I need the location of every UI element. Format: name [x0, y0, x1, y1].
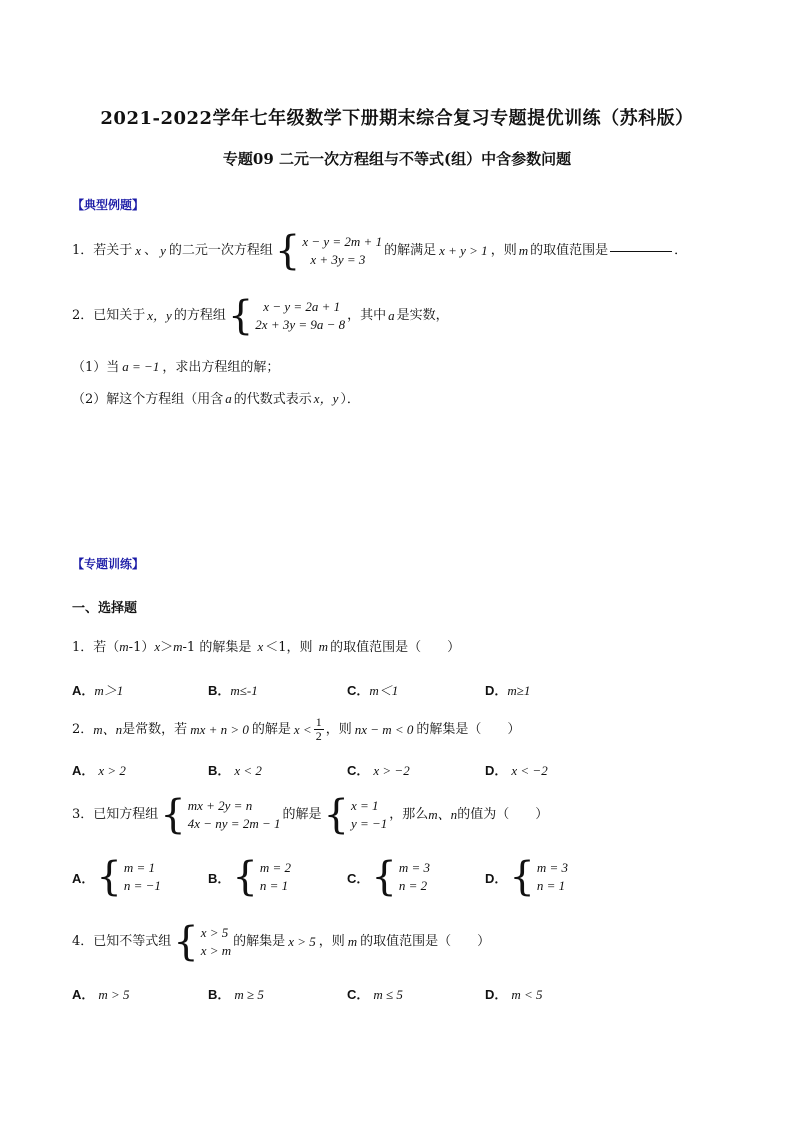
- answer-blank[interactable]: [610, 251, 672, 252]
- period: ．: [674, 243, 688, 258]
- option-value: m≤-1: [230, 683, 258, 698]
- q1-text-3: ＞: [160, 640, 174, 655]
- option-row-2: n = 2: [398, 878, 428, 893]
- q4-text-2: 的解集是: [233, 934, 286, 949]
- q2-inequality-2: nx − m < 0: [354, 721, 414, 737]
- example-2-text-2: 的方程组: [173, 308, 226, 323]
- question-2: [72, 716, 520, 743]
- option-row-2: n = 1: [536, 878, 566, 893]
- condition: x + y > 1: [439, 243, 488, 258]
- q1-option-c[interactable]: [347, 680, 398, 699]
- equation-2: x + 3y = 3: [310, 252, 366, 267]
- q3-option-a[interactable]: [72, 854, 163, 900]
- example-2-part-1: [72, 357, 279, 378]
- part-2-var-a: a: [225, 391, 232, 406]
- page-subtitle: 专题09 二元一次方程组与不等式(组）中含参数问题: [222, 150, 572, 168]
- left-brace-icon: {: [509, 854, 535, 900]
- option-label: C．: [347, 683, 370, 698]
- q1-text-6: 的取值范围是（ ）: [330, 640, 461, 655]
- q4-text-3: ，则: [318, 934, 345, 949]
- option-value: m > 5: [98, 987, 130, 1002]
- q4-var-m: m: [347, 934, 358, 949]
- option-system: [371, 854, 431, 900]
- example-2-part-2: [72, 389, 360, 410]
- example-2-text-3: ，其中: [347, 308, 387, 323]
- equation-system: [160, 792, 281, 838]
- q1-option-a[interactable]: [72, 680, 123, 699]
- q2-option-b[interactable]: [208, 760, 262, 779]
- example-1-text: 1．若关于: [72, 243, 133, 258]
- q2-option-d[interactable]: [485, 760, 548, 779]
- example-2: [72, 293, 449, 339]
- var-m: m: [518, 243, 529, 258]
- option-row-1: m = 3: [398, 860, 431, 875]
- page-title: 2021-2022学年七年级数学下册期末综合复习专题提优训练（苏科版）: [100, 108, 694, 129]
- inequality-system: [173, 919, 232, 965]
- option-label: B．: [208, 683, 231, 698]
- section-examples-tag: 【典型例题】: [72, 198, 145, 212]
- option-label: B．: [208, 763, 231, 778]
- left-brace-icon: {: [173, 919, 199, 965]
- question-3: [72, 792, 549, 838]
- q1-text-4: -1 的解集是: [182, 640, 252, 655]
- part-2-vars: x，y: [313, 391, 339, 406]
- option-value: m≥1: [507, 683, 531, 698]
- option-value: x < −2: [511, 763, 548, 778]
- q1-option-d[interactable]: [485, 680, 530, 699]
- part-1-text: （1）当: [72, 360, 120, 375]
- q2-solution: x <: [293, 721, 312, 737]
- option-system: [509, 854, 569, 900]
- q4-option-b[interactable]: [208, 984, 264, 1003]
- left-brace-icon: {: [371, 854, 397, 900]
- q4-solution: x > 5: [288, 934, 316, 949]
- option-label: A．: [72, 870, 95, 886]
- part-2-text-2: 的代数式表示: [233, 392, 312, 407]
- q2-vars-mn: m、n: [93, 721, 123, 737]
- option-label: A．: [72, 763, 95, 778]
- solution-y: y = −1: [350, 816, 388, 831]
- q1-var-m: m: [119, 639, 129, 654]
- vars-xy: x，y: [147, 308, 172, 323]
- section-training-tag: 【专题训练】: [72, 557, 145, 571]
- example-1-text-2: 的二元一次方程组: [168, 243, 273, 258]
- q1-var-x2: x: [257, 639, 264, 654]
- option-value: x > 2: [98, 763, 126, 778]
- option-row-1: m = 3: [536, 860, 569, 875]
- option-label: D．: [485, 683, 508, 698]
- option-value: x > −2: [373, 763, 410, 778]
- option-label: D．: [485, 763, 508, 778]
- q4-option-d[interactable]: [485, 984, 543, 1003]
- inequality-2: x > m: [200, 943, 232, 958]
- q3-option-b[interactable]: [208, 854, 293, 900]
- option-system: [96, 854, 161, 900]
- left-brace-icon: {: [274, 228, 301, 274]
- solution-system: [323, 792, 388, 838]
- q3-text-3: ，那么: [389, 807, 429, 822]
- part-2-text-3: ）．: [340, 392, 360, 407]
- equation-1: x − y = 2a + 1: [263, 299, 341, 314]
- q2-text: 2．: [72, 721, 94, 737]
- left-brace-icon: {: [232, 854, 258, 900]
- example-1-text-5: 的取值范围是: [530, 243, 609, 258]
- q4-text: 4．已知不等式组: [72, 934, 172, 949]
- example-2-text-4: 是实数，: [396, 308, 449, 323]
- q1-var-m3: m: [318, 639, 329, 654]
- example-1-text-4: ，则: [490, 243, 517, 258]
- q4-option-c[interactable]: [347, 984, 403, 1003]
- option-label: D．: [485, 870, 508, 886]
- left-brace-icon: {: [323, 792, 349, 838]
- option-value: m ≤ 5: [373, 987, 403, 1002]
- q2-text-4: ，则: [325, 721, 352, 737]
- separator: 、: [144, 243, 158, 258]
- q1-var-m2: m: [173, 639, 183, 654]
- q1-var-x: x: [154, 639, 161, 654]
- q3-option-c[interactable]: [347, 854, 432, 900]
- part-1-math: a = −1: [122, 359, 160, 374]
- q2-option-a[interactable]: [72, 760, 126, 779]
- var-y: y: [160, 243, 166, 258]
- equation-2: 4x − ny = 2m − 1: [187, 816, 281, 831]
- option-label: A．: [72, 987, 95, 1002]
- option-label: B．: [208, 870, 231, 886]
- left-brace-icon: {: [96, 854, 122, 900]
- equation-2: 2x + 3y = 9a − 8: [255, 317, 346, 332]
- q3-text: 3．已知方程组: [72, 807, 159, 822]
- q1-text-2: -1）: [128, 640, 155, 655]
- option-label: C．: [347, 987, 370, 1002]
- equation-1: mx + 2y = n: [187, 798, 253, 813]
- solution-x: x = 1: [350, 798, 379, 813]
- option-value: m < 5: [511, 987, 543, 1002]
- var-a: a: [388, 308, 395, 323]
- option-label: C．: [347, 870, 370, 886]
- q1-option-b[interactable]: [208, 680, 258, 699]
- fraction-half: [314, 716, 324, 743]
- part-1-text-2: ，求出方程组的解；: [162, 360, 280, 375]
- left-brace-icon: {: [160, 792, 186, 838]
- q3-option-d[interactable]: [485, 854, 570, 900]
- q2-text-2: 是常数，若: [122, 721, 188, 737]
- left-brace-icon: {: [227, 293, 254, 339]
- q2-text-3: 的解是: [251, 721, 291, 737]
- equation-system: [274, 228, 383, 274]
- q4-option-a[interactable]: [72, 984, 130, 1003]
- var-x: x: [135, 243, 142, 258]
- fraction-numerator: 1: [315, 715, 322, 729]
- section-choice-heading: 一、选择题: [72, 601, 138, 616]
- q3-text-2: 的解是: [282, 807, 322, 822]
- part-2-text: （2）解这个方程组（用含: [72, 392, 224, 407]
- q4-text-4: 的取值范围是（ ）: [360, 934, 491, 949]
- example-2-text: 2．已知关于: [72, 308, 146, 323]
- equation-1: x − y = 2m + 1: [302, 234, 383, 249]
- q2-option-c[interactable]: [347, 760, 410, 779]
- option-row-1: m = 1: [123, 860, 156, 875]
- option-value: m＞1: [94, 683, 124, 698]
- inequality-1: x > 5: [200, 925, 229, 940]
- option-label: D．: [485, 987, 508, 1002]
- q2-inequality: mx + n > 0: [190, 721, 249, 737]
- option-value: m ≥ 5: [234, 987, 264, 1002]
- option-system: [232, 854, 292, 900]
- example-1-text-3: 的解满足: [384, 243, 437, 258]
- question-1: [72, 637, 460, 658]
- option-label: B．: [208, 987, 231, 1002]
- option-label: C．: [347, 763, 370, 778]
- q1-text: 1．若（: [72, 640, 120, 655]
- q3-text-4: 的值为（ ）: [457, 807, 549, 822]
- q3-vars-mn: m、n: [428, 807, 458, 822]
- option-row-1: m = 2: [259, 860, 292, 875]
- option-row-2: n = −1: [123, 878, 161, 893]
- option-value: m＜1: [369, 683, 399, 698]
- question-4: [72, 919, 491, 965]
- q1-text-5: ＜1，则: [265, 640, 313, 655]
- option-row-2: n = 1: [259, 878, 289, 893]
- example-1: [72, 228, 688, 274]
- equation-system: [227, 293, 346, 339]
- fraction-denominator: 2: [315, 729, 322, 743]
- option-value: x < 2: [234, 763, 262, 778]
- option-label: A．: [72, 683, 95, 698]
- q2-text-5: 的解集是（ ）: [416, 721, 521, 737]
